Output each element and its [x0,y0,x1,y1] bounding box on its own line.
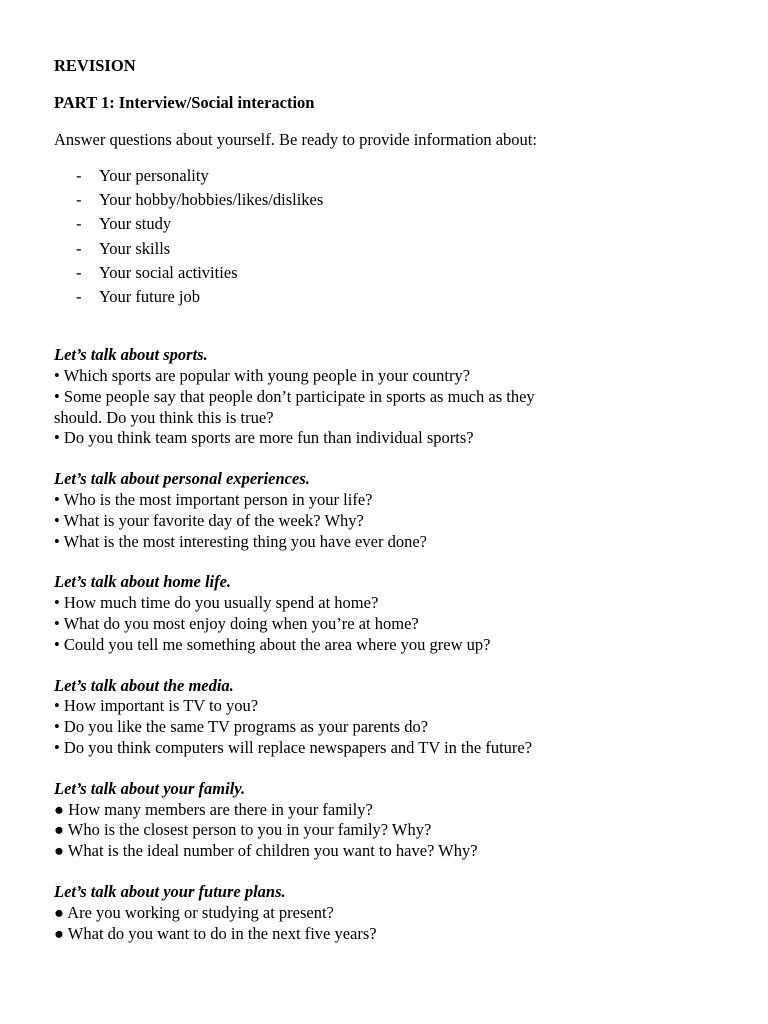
dash-marker: - [76,238,82,258]
part1-heading: PART 1: Interview/Social interaction [54,93,315,112]
topic-list-item [54,237,734,261]
topic-list-item [54,188,734,212]
question: ● Are you working or studying at present? [54,902,334,922]
question: ● What is the ideal number of children you want to have? Why? [54,841,478,861]
section-sports [54,345,734,449]
part1-intro: Answer questions about yourself. Be ready to provide information about: [54,130,537,149]
question: • Do you like the same TV programs as your parents do? [54,717,429,737]
question: • Do you think team sports are more fun than individual sports? [54,428,474,448]
question: • How important is TV to you? [54,696,259,716]
topic-text: Your skills [99,238,171,258]
section-title: Let’s talk about your family. [54,778,246,798]
section-media [54,676,734,759]
topic-text: Your social activities [99,262,238,282]
question: • What is your favorite day of the week? Why? [54,510,364,530]
section-title: Let’s talk about the media. [54,675,234,695]
question: • Who is the most important person in your life? [54,490,373,509]
topic-list-item [54,261,734,285]
question: • How much time do you usually spend at home? [54,593,379,613]
question: • Some people say that people don’t participate in sports as much as they should. Do you think this is true? [54,386,535,427]
section-title: Let’s talk about home life. [54,572,232,592]
dash-marker: - [76,214,82,234]
topic-list [54,164,734,309]
question: • Which sports are popular with young people in your country? [54,366,471,386]
dash-marker: - [76,166,82,185]
question: ● Who is the closest person to you in your family? Why? [54,820,432,840]
section-family [54,779,734,862]
dash-marker: - [76,287,82,307]
document-page [54,56,734,944]
section-home-life [54,572,734,655]
topic-list-item [54,212,734,236]
topic-list-item [54,285,734,309]
section-personal-experiences [54,469,734,552]
dash-marker: - [76,262,82,282]
question: • Could you tell me something about the area where you grew up? [54,634,491,654]
question: • Do you think computers will replace newspapers and TV in the future? [54,737,533,757]
dash-marker: - [76,190,82,210]
topic-text: Your future job [99,287,200,307]
topic-list-item [54,164,734,188]
topic-text: Your hobby/hobbies/likes/dislikes [99,190,324,210]
revision-heading: REVISION [54,56,136,75]
question: • What do you most enjoy doing when you’re at home? [54,613,419,633]
section-title: Let’s talk about personal experiences. [54,469,310,489]
question: ● What do you want to do in the next five years? [54,923,377,943]
question: • What is the most interesting thing you have ever done? [54,531,427,551]
section-title: Let’s talk about sports. [54,345,208,365]
topic-text: Your study [99,214,172,234]
question: ● How many members are there in your family? [54,799,373,819]
section-future-plans [54,882,734,944]
topic-text: Your personality [99,166,209,185]
section-title: Let’s talk about your future plans. [54,881,286,901]
